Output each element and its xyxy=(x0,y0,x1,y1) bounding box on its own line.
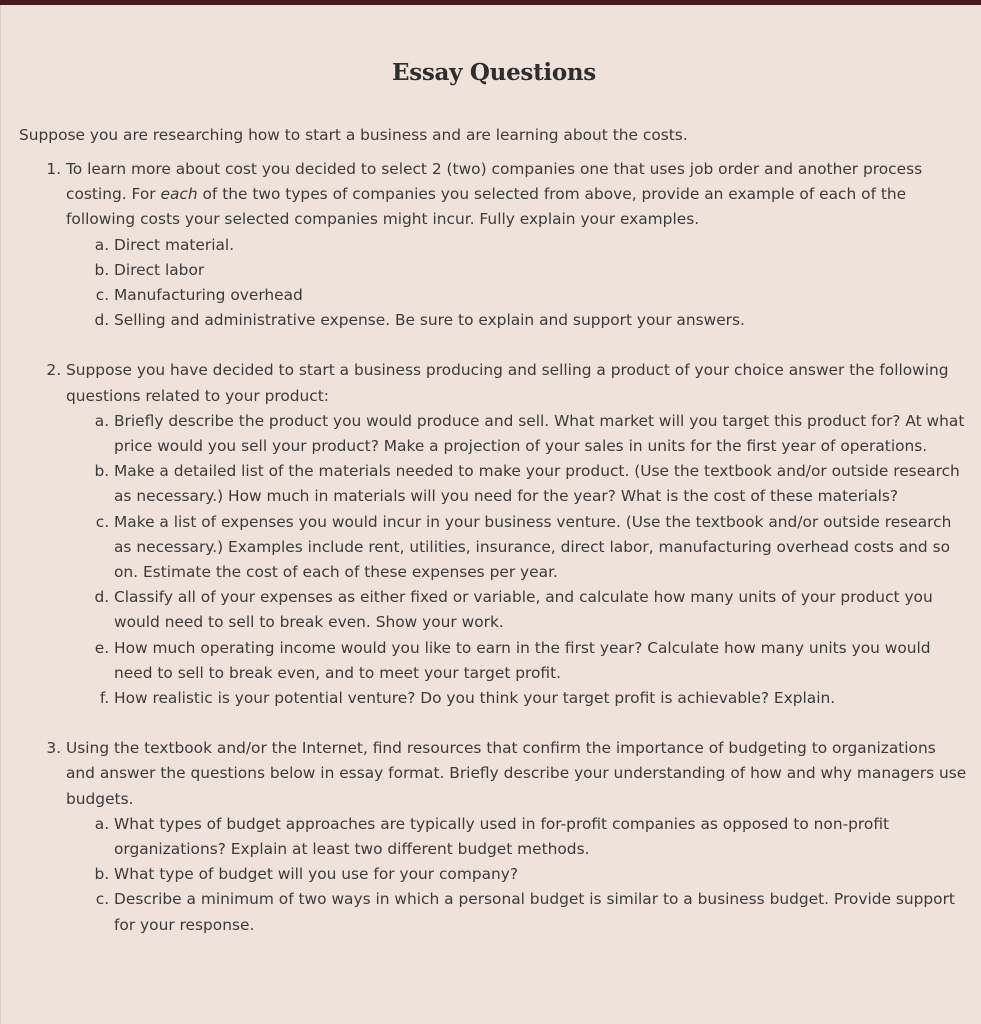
question-2 xyxy=(66,358,969,711)
top-accent-bar xyxy=(0,0,981,5)
question-3 xyxy=(66,736,969,938)
question-2-item-f: f. How realistic is your potential venture? Do you think your target profit is achievable? Explain. xyxy=(114,686,969,711)
question-1 xyxy=(66,157,969,333)
question-1-item-c: c. Manufacturing overhead xyxy=(114,283,969,308)
question-1-item-b: b. Direct labor xyxy=(114,258,969,283)
question-1-text-after: of the two types of companies you selected from above, provide an example of each of the following costs your selected companies might incur. Fully explain your examples. xyxy=(66,185,907,229)
question-3-item-c: c. Describe a minimum of two ways in which a personal budget is similar to a business budget. Provide support for your response. xyxy=(114,887,969,937)
question-2-text: Suppose you have decided to start a business producing and selling a product of your choice answer the following questions related to your product: xyxy=(66,361,949,405)
essay-content xyxy=(19,56,969,963)
question-2-item-c: c. Make a list of expenses you would incur in your business venture. (Use the textbook and/or outside research as necessary.) Examples include rent, utilities, insurance, direct labor, manufacturing overhead costs and so on. Estimate the cost of each of these expenses per year. xyxy=(114,510,969,586)
question-2-item-d: d. Classify all of your expenses as either fixed or variable, and calculate how many units of your product you would need to sell to break even. Show your work. xyxy=(114,585,969,635)
question-1-item-a: a. Direct material. xyxy=(114,233,969,258)
intro-paragraph: Suppose you are researching how to start a business and are learning about the costs. xyxy=(19,126,688,144)
question-3-item-a: a. What types of budget approaches are typically used in for-profit companies as opposed to non-profit organizations? Explain at least two different budget methods. xyxy=(114,812,969,862)
question-2-item-e: e. How much operating income would you like to earn in the first year? Calculate how many units you would need to sell to break even, and to meet your target profit. xyxy=(114,636,969,686)
question-2-item-a: a. Briefly describe the product you would produce and sell. What market will you target this product for? At what price would you sell your product? Make a projection of your sales in units for the first year of operations. xyxy=(114,409,969,459)
question-1-items xyxy=(66,233,969,334)
question-2-items xyxy=(66,409,969,711)
question-2-item-b: b. Make a detailed list of the materials needed to make your product. (Use the textbook and/or outside research as necessary.) How much in materials will you need for the year? What is the cost of these materials? xyxy=(114,459,969,509)
question-3-text: Using the textbook and/or the Internet, find resources that confirm the importance of budgeting to organizations and answer the questions below in essay format. Briefly describe your understanding of how and why managers use budgets. xyxy=(66,739,967,808)
question-3-item-b: b. What type of budget will you use for your company? xyxy=(114,862,969,887)
left-border xyxy=(0,5,1,1024)
question-list xyxy=(19,157,969,938)
question-3-items xyxy=(66,812,969,938)
page-title: Essay Questions xyxy=(392,59,596,86)
question-1-emphasis: each xyxy=(160,185,198,204)
question-1-text-before: To learn more about cost you decided to select 2 (two) companies one that uses job order and another process costing. For xyxy=(66,160,923,204)
question-1-item-d: d. Selling and administrative expense. Be sure to explain and support your answers. xyxy=(114,308,969,333)
